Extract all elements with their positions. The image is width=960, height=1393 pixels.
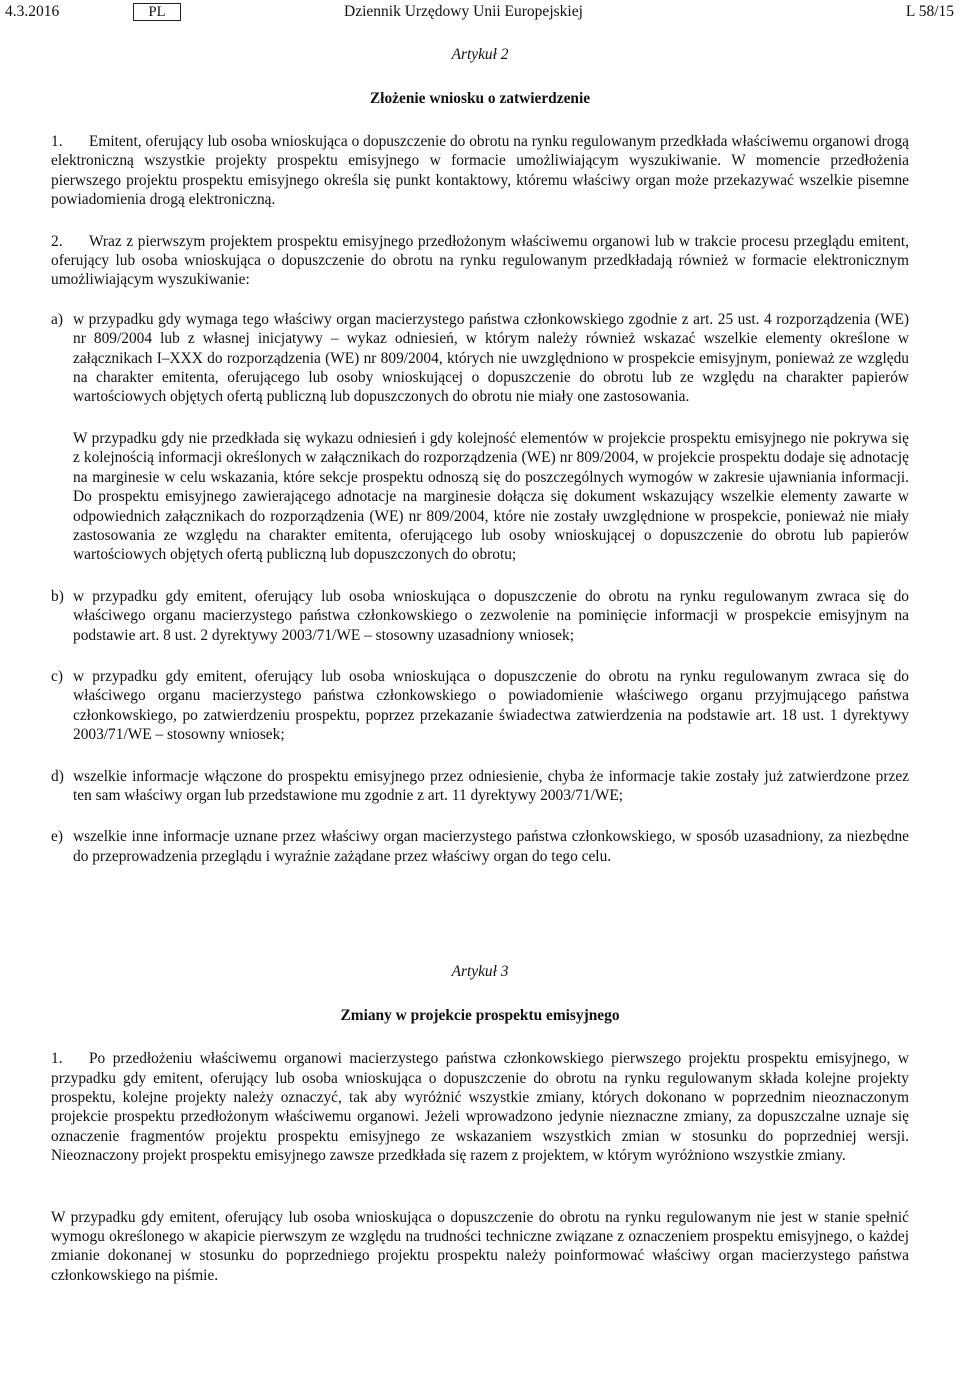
- document-body: [51, 44, 909, 1285]
- language-badge: PL: [133, 3, 181, 21]
- page-reference: L 58/15: [905, 3, 954, 20]
- publication-date: 4.3.2016: [5, 3, 60, 20]
- article-2-label: Artykuł 2: [451, 46, 509, 63]
- list-marker: b): [51, 587, 64, 605]
- paragraph-text: Emitent, oferujący lub osoba wnioskująca o dopuszczenie do obrotu na rynku regulowanym przedkłada właściwemu organowi drogą elektroniczną wszystkie projekty prospektu emisyjnego w formacie umożliwiającym wyszukiwanie. W momencie przedłożenia pierwszego projektu prospektu emisyjnego określa się punkt kontaktowy, któremu właściwy organ może przekazywać wszelkie pisemne powiadomienia drogą elektroniczną.: [51, 133, 909, 209]
- article-2-paragraph-2: [51, 232, 909, 290]
- list-item-e: [51, 827, 909, 866]
- page-header: [0, 0, 960, 24]
- list-marker: e): [51, 828, 63, 846]
- list-marker: c): [51, 667, 63, 685]
- article-3-heading: Zmiany w projekcie prospektu emisyjnego: [340, 1007, 620, 1025]
- paragraph-number: 1.: [51, 1050, 63, 1068]
- list-item-c: [51, 667, 909, 745]
- paragraph-text: Wraz z pierwszym projektem prospektu emisyjnego przedłożonym właściwemu organowi lub w trakcie procesu przeglądu emitent, oferujący lub osoba wnioskująca o dopuszczenie do obrotu na rynku regulowanym przedkładają również w formacie elektronicznym umożliwiającym wyszukiwanie:: [51, 232, 909, 289]
- list-marker: a): [51, 310, 63, 328]
- list-item-b: [51, 587, 909, 645]
- list-item-a: [51, 310, 909, 407]
- list-item-text: w przypadku gdy wymaga tego właściwy organ macierzystego państwa członkowskiego zgodnie z art. 25 ust. 4 rozporządzenia (WE) nr 809/2004 lub z własnej inicjatywy – wykaz odniesień, w którym należy również wskazać wszelkie elementy określone w załącznikach I–XXX do rozporządzenia (WE) nr 809/2004, których nie uwzględniono w prospekcie emisyjnym, ponieważ ze względu na charakter emitenta, oferującego lub osoby wnioskującej o dopuszczenie do obrotu lub ze względu na charakter papierów wartościowych objętych ofertą publiczną lub dopuszczonych do obrotu nie miały one zastosowania.: [73, 310, 909, 406]
- article-3-label: Artykuł 3: [451, 963, 509, 981]
- article-2-paragraph-1: [51, 132, 909, 210]
- paragraph-number: 2.: [51, 232, 63, 250]
- list-item-text: wszelkie inne informacje uznane przez właściwy organ macierzystego państwa członkowskiego, w sposób uzasadniony, za niezbędne do przeprowadzenia przeglądu i wyraźnie zażądane przez właściwy organ do tego celu.: [73, 828, 909, 865]
- list-marker: d): [51, 767, 64, 785]
- article-3-paragraph-2: W przypadku gdy emitent, oferujący lub osoba wnioskująca o dopuszczenie do obrotu na rynku regulowanym nie jest w stanie spełnić wymogu określonego w akapicie pierwszym ze względu na trudności techniczne związane z oznaczeniem prospektu emisyjnego, o każdej zmianie dokonanej w stosunku do poprzedniego projektu prospektu należy poinformować właściwy organ macierzystego państwa członkowskiego na piśmie.: [51, 1208, 909, 1284]
- article-3-paragraph-1: [51, 1049, 909, 1165]
- paragraph-number: 1.: [51, 133, 63, 150]
- list-item-d: [51, 767, 909, 806]
- journal-title: Dziennik Urzędowy Unii Europejskiej: [344, 3, 583, 20]
- list-item-text: w przypadku gdy emitent, oferujący lub osoba wnioskująca o dopuszczenie do obrotu na rynku regulowanym zwraca się do właściwego organu macierzystego państwa członkowskiego o powiadomienie właściwego organu przyjmującego państwa członkowskiego, po zatwierdzeniu prospektu, poprzez przekazanie świadectwa zatwierdzenia na podstawie art. 18 ust. 1 dyrektywy 2003/71/WE – stosowny wniosek;: [73, 667, 909, 744]
- list-item-a-subparagraph: W przypadku gdy nie przedkłada się wykazu odniesień i gdy kolejność elementów w projekcie prospektu emisyjnego nie pokrywa się z kolejnością informacji określonych w załącznikach do rozporządzenia (WE) nr 809/2004, w projekcie prospektu dodaje się adnotację na marginesie w celu wskazania, które sekcje prospektu odnoszą się do poszczególnych wymogów w zakresie ujawniania informacji. Do prospektu emisyjnego zawierającego adnotacje na marginesie dołącza się dokument wskazujący wszelkie elementy zawarte w odpowiednich załącznikach do rozporządzenia (WE) nr 809/2004, które nie zostały uwzględnione w prospekcie, ponieważ nie miały zastosowania ze względu na charakter emitenta, oferującego lub osoby wnioskującej o dopuszczenie do obrotu lub papierów wartościowych objętych ofertą publiczną lub dopuszczonych do obrotu;: [73, 429, 909, 564]
- list-item-text: wszelkie informacje włączone do prospektu emisyjnego przez odniesienie, chyba że informacje takie zostały już zatwierdzone przez ten sam właściwy organ lub przedstawione mu zgodnie z art. 11 dyrektywy 2003/71/WE;: [73, 767, 909, 804]
- list-item-text: w przypadku gdy emitent, oferujący lub osoba wnioskująca o dopuszczenie do obrotu na rynku regulowanym zwraca się do właściwego organu macierzystego państwa członkowskiego o zezwolenie na pominięcie informacji w prospekcie emisyjnym na podstawie art. 8 ust. 2 dyrektywy 2003/71/WE – stosowny uzasadniony wniosek;: [73, 587, 909, 644]
- article-2-heading: Złożenie wniosku o zatwierdzenie: [369, 90, 591, 107]
- paragraph-text: Po przedłożeniu właściwemu organowi macierzystego państwa członkowskiego pierwszego projektu prospektu emisyjnego, w przypadku gdy emitent, oferujący lub osoba wnioskująca o dopuszczenie do obrotu na rynku regulowanym składa kolejne projekty prospektu, kolejne projekty należy oznaczyć, tak aby wyróżnić wszystkie zmiany, których dokonano w poprzednim nieoznaczonym projekcie prospektu przedłożonym właściwemu organowi. Jeżeli wprowadzono jedynie nieznaczne zmiany, za dopuszczalne uznaje się oznaczenie fragmentów projektu prospektu emisyjnego ze wskazaniem wszystkich zmian w stosunku do poprzedniej wersji. Nieoznaczony projekt prospektu emisyjnego zawsze przedkłada się razem z projektem, w którym wyróżniono wszystkie zmiany.: [51, 1050, 909, 1165]
